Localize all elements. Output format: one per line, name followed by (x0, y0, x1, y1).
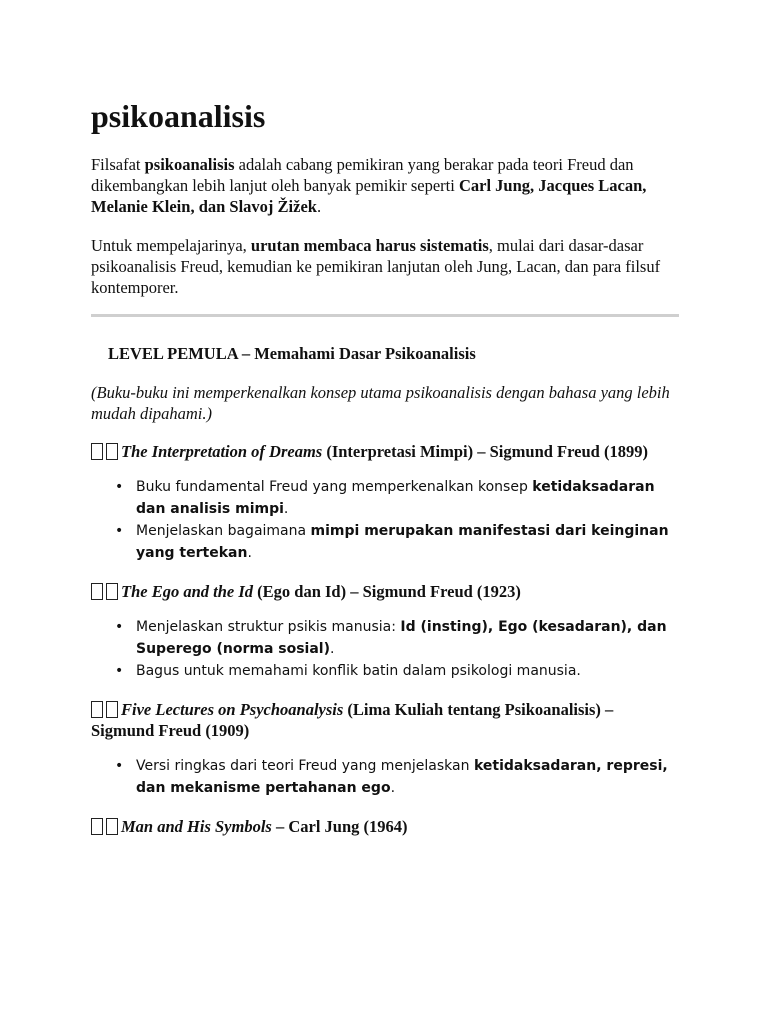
point-text: Versi ringkas dari teori Freud yang menjelaskan (136, 758, 474, 774)
book-title: The Interpretation of Dreams (121, 442, 323, 461)
intro2-bold-1: urutan membaca harus sistematis (250, 236, 489, 255)
missing-glyph-icon (91, 443, 103, 460)
point-text: Menjelaskan struktur psikis manusia: (136, 619, 401, 635)
point-text-end: . (390, 780, 396, 796)
missing-glyph-icon (106, 583, 118, 600)
intro2-text-2: , mulai dari dasar-dasar psikoanalisis Freud, kemudian ke pemikiran lanjutan oleh Jung, Lacan, dan para filsuf kontemporer. (91, 236, 661, 297)
intro1-text-3: . (316, 197, 322, 216)
book-entry (91, 581, 679, 602)
intro1-bold-2: Carl Jung, Jacques Lacan, Melanie Klein, dan Slavoj Žižek (91, 176, 647, 216)
intro-paragraph-1 (91, 154, 679, 217)
book-points-list (91, 755, 679, 799)
horizontal-divider (91, 314, 679, 317)
book-details: (Ego dan Id) – Sigmund Freud (1923) (253, 582, 521, 601)
missing-glyph-icon (106, 701, 118, 718)
level-heading: LEVEL PEMULA – Memahami Dasar Psikoanalisis (108, 344, 476, 363)
book-entry (91, 816, 679, 837)
intro1-bold-1: psikoanalisis (144, 155, 235, 174)
book-details: – Carl Jung (1964) (271, 817, 408, 836)
missing-glyph-icon (106, 443, 118, 460)
book-title: Man and His Symbols (121, 817, 272, 836)
book-title: The Ego and the Id (121, 582, 254, 601)
point-bold: Id (insting), Ego (kesadaran), dan Superego (norma sosial) (136, 619, 667, 657)
point-text-end: . (283, 501, 289, 517)
intro-paragraph-2 (91, 235, 679, 298)
list-item (136, 616, 679, 660)
point-text-end: . (330, 641, 335, 657)
missing-glyph-icon (106, 818, 118, 835)
list-item (136, 520, 679, 564)
level-description: (Buku-buku ini memperkenalkan konsep utama psikoanalisis dengan bahasa yang lebih mudah dipahami.) (91, 383, 670, 423)
point-text-end: . (247, 545, 252, 561)
page-title: psikoanalisis (91, 98, 266, 134)
book-details: (Interpretasi Mimpi) – Sigmund Freud (1899) (322, 442, 648, 461)
point-text: Buku fundamental Freud yang memperkenalkan konsep (136, 479, 533, 495)
intro1-text-1: Filsafat (91, 155, 145, 174)
book-points-list (91, 616, 679, 682)
list-item (136, 755, 679, 799)
missing-glyph-icon (91, 701, 103, 718)
point-text: Menjelaskan bagaimana (136, 523, 311, 539)
missing-glyph-icon (91, 818, 103, 835)
missing-glyph-icon (91, 583, 103, 600)
point-text: Bagus untuk memahami konflik batin dalam psikologi manusia. (136, 663, 581, 679)
book-title: Five Lectures on Psychoanalysis (121, 700, 344, 719)
point-bold: ketidaksadaran dan analisis mimpi (136, 479, 655, 517)
list-item (136, 660, 679, 682)
intro1-text-2: adalah cabang pemikiran yang berakar pada teori Freud dan dikembangkan lebih lanjut oleh banyak pemikir seperti (91, 155, 634, 195)
book-entry (91, 441, 679, 462)
book-details: (Lima Kuliah tentang Psikoanalisis) – Sigmund Freud (1909) (91, 700, 614, 740)
point-bold: ketidaksadaran, represi, dan mekanisme pertahanan ego (136, 758, 668, 796)
list-item (136, 476, 679, 520)
document-content (91, 96, 679, 837)
book-points-list (91, 476, 679, 564)
point-bold: mimpi merupakan manifestasi dari keinginan yang tertekan (136, 523, 669, 561)
intro2-text-1: Untuk mempelajarinya, (91, 236, 251, 255)
book-entry (91, 699, 679, 741)
